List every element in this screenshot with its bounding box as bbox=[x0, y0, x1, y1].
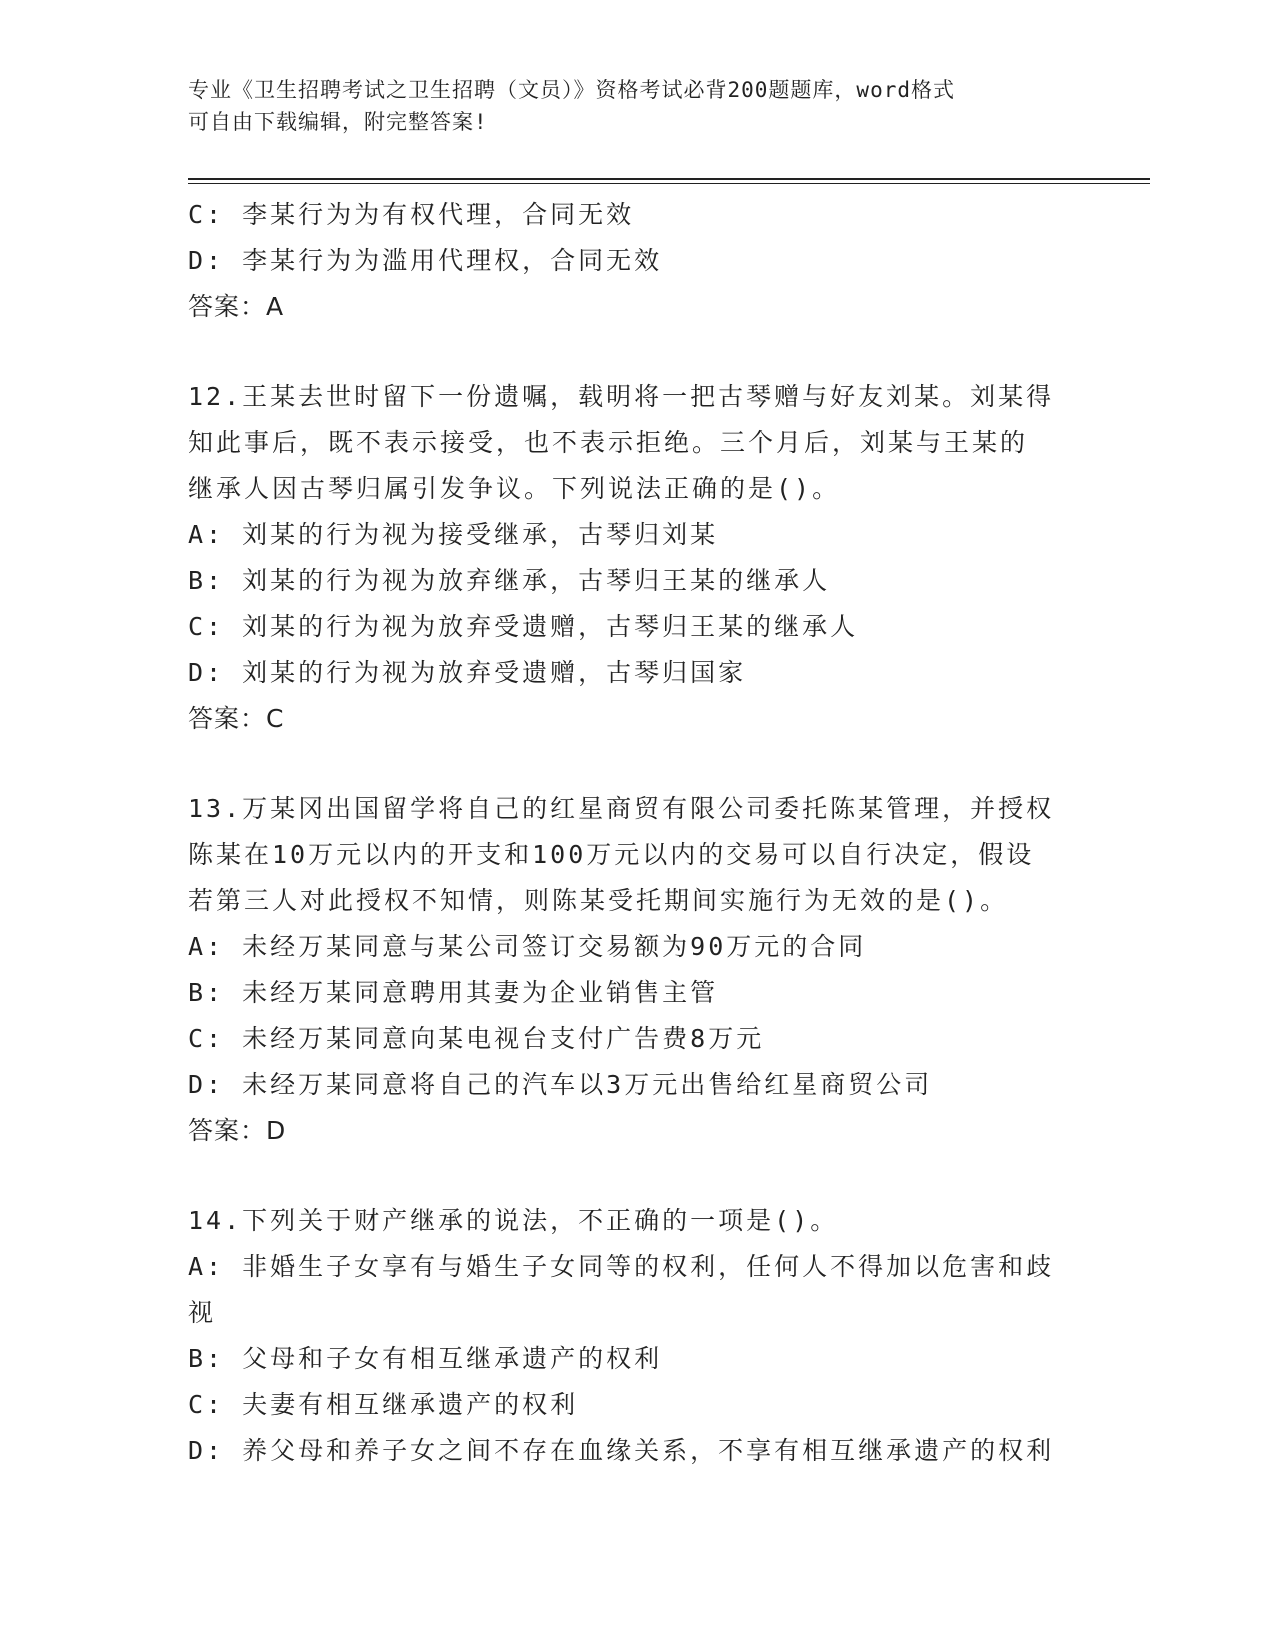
option-d: D: 李某行为为滥用代理权，合同无效 bbox=[188, 246, 663, 275]
option-b: B: 刘某的行为视为放弃继承，古琴归王某的继承人 bbox=[188, 566, 831, 595]
question-stem-line: 12.王某去世时留下一份遗嘱，载明将一把古琴赠与好友刘某。刘某得 bbox=[188, 382, 1055, 411]
question-stem-line: 13.万某冈出国留学将自己的红星商贸有限公司委托陈某管理，并授权 bbox=[188, 794, 1055, 823]
option-b: B: 父母和子女有相互继承遗产的权利 bbox=[188, 1344, 663, 1373]
question-block-prev bbox=[188, 192, 1068, 330]
answer-line: 答案：A bbox=[188, 292, 285, 321]
option-a-continued: 视 bbox=[188, 1298, 217, 1327]
option-c: C: 李某行为为有权代理，合同无效 bbox=[188, 200, 635, 229]
option-d: D: 刘某的行为视为放弃受遗赠，古琴归国家 bbox=[188, 658, 747, 687]
option-c: C: 刘某的行为视为放弃受遗赠，古琴归王某的继承人 bbox=[188, 612, 859, 641]
document-header bbox=[188, 74, 1088, 138]
option-c: C: 夫妻有相互继承遗产的权利 bbox=[188, 1390, 579, 1419]
header-line-2: 可自由下载编辑，附完整答案! bbox=[188, 110, 488, 134]
question-stem-line: 若第三人对此授权不知情，则陈某受托期间实施行为无效的是()。 bbox=[188, 886, 1009, 915]
option-d: D: 未经万某同意将自己的汽车以3万元出售给红星商贸公司 bbox=[188, 1070, 933, 1099]
option-a: A: 未经万某同意与某公司签订交易额为90万元的合同 bbox=[188, 932, 867, 961]
option-b: B: 未经万某同意聘用其妻为企业销售主管 bbox=[188, 978, 719, 1007]
option-c: C: 未经万某同意向某电视台支付广告费8万元 bbox=[188, 1024, 765, 1053]
option-a: A: 刘某的行为视为接受继承，古琴归刘某 bbox=[188, 520, 719, 549]
document-body bbox=[188, 192, 1068, 1474]
option-d: D: 养父母和养子女之间不存在血缘关系，不享有相互继承遗产的权利 bbox=[188, 1436, 1055, 1465]
question-stem-line: 陈某在10万元以内的开支和100万元以内的交易可以自行决定，假设 bbox=[188, 840, 1035, 869]
header-divider-thick bbox=[188, 178, 1150, 180]
question-stem-line: 继承人因古琴归属引发争议。下列说法正确的是()。 bbox=[188, 474, 841, 503]
question-block-13 bbox=[188, 786, 1068, 1154]
option-a: A: 非婚生子女享有与婚生子女同等的权利，任何人不得加以危害和歧 bbox=[188, 1252, 1055, 1281]
question-stem-line: 14.下列关于财产继承的说法，不正确的一项是()。 bbox=[188, 1206, 839, 1235]
answer-line: 答案：C bbox=[188, 704, 285, 733]
question-block-14 bbox=[188, 1198, 1068, 1474]
question-stem-line: 知此事后，既不表示接受，也不表示拒绝。三个月后，刘某与王某的 bbox=[188, 428, 1029, 457]
header-line-1: 专业《卫生招聘考试之卫生招聘（文员）》资格考试必背200题题库，word格式 bbox=[188, 78, 955, 102]
question-block-12 bbox=[188, 374, 1068, 742]
header-divider-thin bbox=[188, 183, 1150, 184]
answer-line: 答案：D bbox=[188, 1116, 287, 1145]
